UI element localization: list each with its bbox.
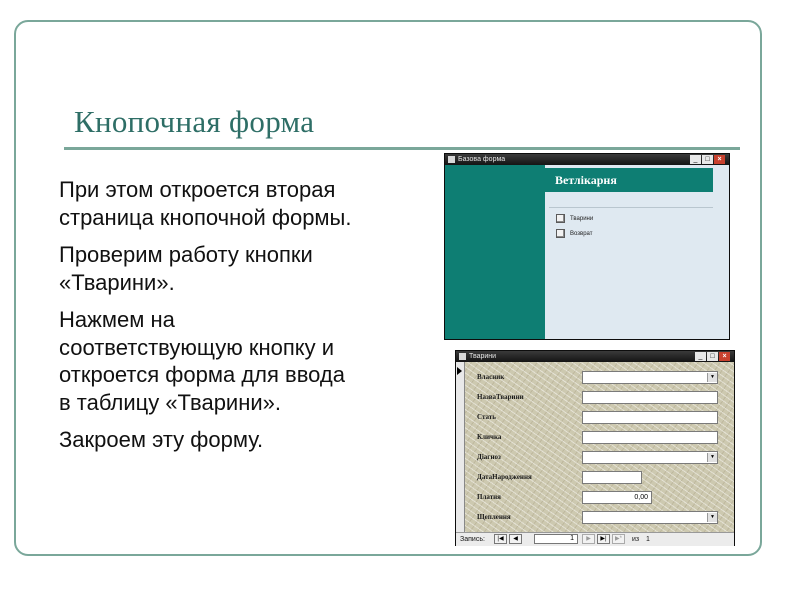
field-row-payment [465, 490, 734, 506]
divider [549, 207, 713, 208]
minimize-button[interactable]: _ [690, 155, 701, 164]
nickname-input[interactable] [582, 431, 718, 444]
field-label: Платня [477, 493, 501, 501]
last-record-button[interactable]: ▶| [597, 534, 610, 544]
close-button[interactable]: × [719, 352, 730, 361]
titlebar [456, 351, 734, 362]
field-label: Власник [477, 373, 505, 381]
field-label: НазваТварини [477, 393, 524, 401]
animals-form-window [455, 350, 735, 546]
switchboard-item-tvaryny[interactable] [556, 214, 593, 223]
owner-combobox[interactable] [582, 371, 718, 384]
paragraph: При этом откроется вторая страница кнопочной формы. [59, 177, 352, 230]
record-selector[interactable] [456, 362, 465, 532]
field-label: Діагноз [477, 453, 501, 461]
switchboard-header [545, 168, 713, 192]
maximize-button[interactable]: □ [702, 155, 713, 164]
field-label: Щеплення [477, 513, 511, 521]
slide-title: Кнопочная форма [74, 104, 315, 139]
diagnosis-combobox[interactable] [582, 451, 718, 464]
close-button[interactable]: × [714, 155, 725, 164]
field-row-vaccination [465, 510, 734, 526]
chevron-down-icon[interactable]: ▼ [707, 513, 717, 522]
first-record-button[interactable]: |◀ [494, 534, 507, 544]
field-label: Стать [477, 413, 496, 421]
switchboard-side-panel [445, 165, 545, 339]
switchboard-header-text: Ветлікарня [555, 173, 617, 187]
record-label: Запись: [460, 536, 485, 543]
field-row-animal-name [465, 390, 734, 406]
record-of-label: из [632, 536, 640, 543]
payment-input[interactable]: 0,00 [582, 491, 652, 504]
paragraph: Нажмем на соответствующую кнопку и откроется форма для ввода в таблицу «Тварини». [59, 307, 345, 415]
switchboard-button[interactable] [556, 229, 565, 238]
switchboard-item-return[interactable] [556, 229, 593, 238]
current-record-arrow-icon [457, 367, 462, 375]
paragraph: Проверим работу кнопки «Тварини». [59, 242, 313, 295]
minimize-button[interactable]: _ [695, 352, 706, 361]
paragraph: Закроем эту форму. [59, 427, 264, 452]
switchboard-button[interactable] [556, 214, 565, 223]
form-icon [459, 353, 466, 360]
field-row-birth-date [465, 470, 734, 486]
new-record-button[interactable]: ▶* [612, 534, 625, 544]
birth-date-input[interactable] [582, 471, 642, 484]
chevron-down-icon[interactable]: ▼ [707, 453, 717, 462]
field-label: Кличка [477, 433, 502, 441]
title-divider [64, 147, 740, 150]
maximize-button[interactable]: □ [707, 352, 718, 361]
switchboard-window [444, 153, 730, 340]
window-title: Базова форма [458, 156, 506, 163]
form-body [465, 362, 734, 532]
record-number-input[interactable]: 1 [534, 534, 578, 544]
next-record-button[interactable]: ▶ [582, 534, 595, 544]
field-label: ДатаНародження [477, 473, 532, 481]
record-total: 1 [646, 536, 650, 543]
chevron-down-icon[interactable]: ▼ [707, 373, 717, 382]
switchboard-item-label: Тварини [570, 215, 594, 222]
vaccination-combobox[interactable] [582, 511, 718, 524]
previous-record-button[interactable]: ◀ [509, 534, 522, 544]
field-row-nickname [465, 430, 734, 446]
record-navigation-bar [456, 532, 734, 546]
field-row-owner [465, 370, 734, 386]
titlebar [445, 154, 729, 165]
form-icon [448, 156, 455, 163]
sex-input[interactable] [582, 411, 718, 424]
slide-body [59, 176, 359, 464]
switchboard-item-label: Возврат [570, 230, 593, 237]
field-row-sex [465, 410, 734, 426]
window-title: Тварини [469, 353, 497, 360]
field-row-diagnosis [465, 450, 734, 466]
animal-name-input[interactable] [582, 391, 718, 404]
